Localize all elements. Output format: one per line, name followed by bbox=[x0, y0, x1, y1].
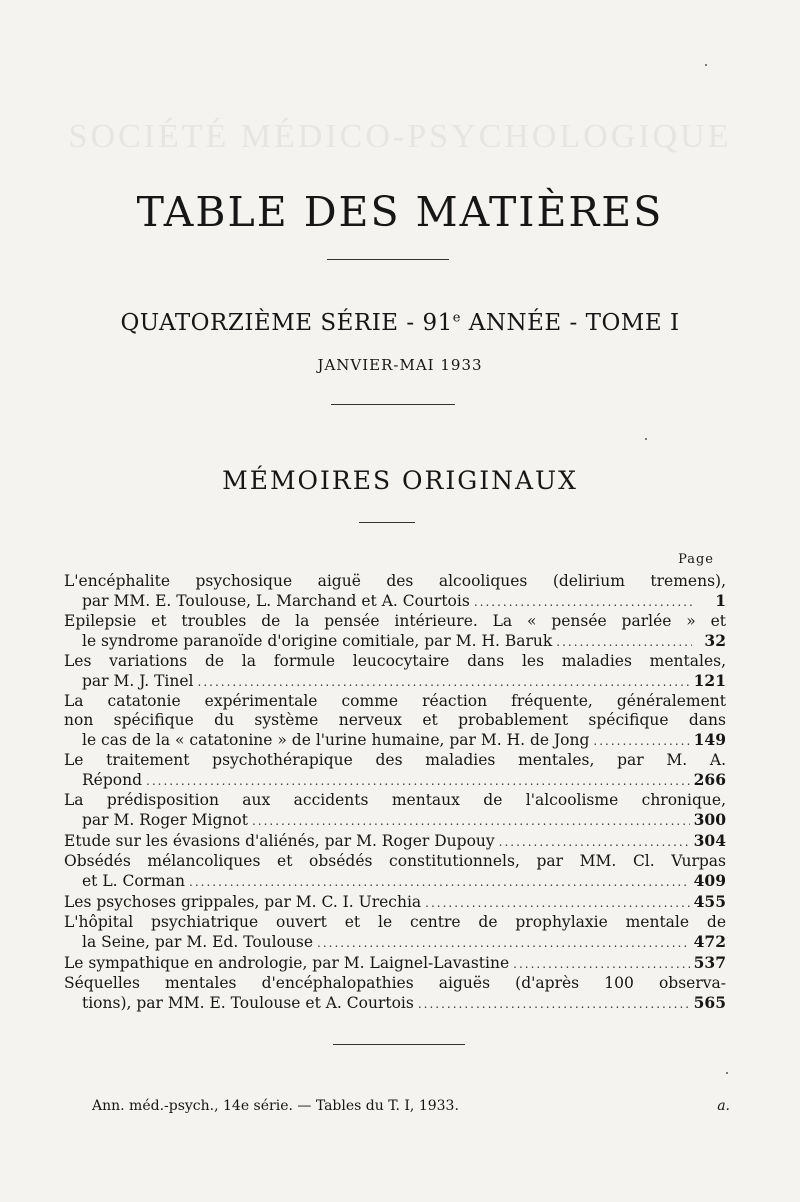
toc-entry-title-line: Les variations de la formule leucocytaire dans les maladies mentales, bbox=[64, 652, 726, 670]
toc-entry-title-line: Obsédés mélancoliques et obsédés constitutionnels, par MM. Cl. Vurpas bbox=[64, 852, 726, 870]
toc-entry-final-line bbox=[64, 953, 726, 974]
dot-leader bbox=[556, 633, 692, 652]
date-range: JANVIER-MAI 1933 bbox=[317, 356, 483, 374]
toc-entry-title: Les psychoses grippales, par M. C. I. Urechia bbox=[64, 893, 422, 911]
toc-entry-page-number: 149 bbox=[693, 730, 726, 749]
series-superscript: e bbox=[452, 310, 461, 326]
show-through-text: SOCIÉTÉ MÉDICO-PSYCHOLOGIQUE bbox=[68, 118, 732, 155]
toc-entry-authors: la Seine, par M. Ed. Toulouse bbox=[82, 933, 314, 951]
scan-speck bbox=[645, 438, 647, 440]
toc-entry-title-line: La catatonie expérimentale comme réaction fréquente, généralement bbox=[64, 692, 726, 710]
toc-entry-authors: par MM. E. Toulouse, L. Marchand et A. Courtois bbox=[82, 592, 470, 610]
toc-entry-page-number: 455 bbox=[693, 892, 726, 911]
dot-leader bbox=[499, 833, 690, 852]
toc-entry-final-line bbox=[64, 932, 726, 953]
toc-entry-page-number: 32 bbox=[704, 631, 726, 650]
toc-entry-authors: par M. J. Tinel bbox=[82, 672, 194, 690]
toc-entry bbox=[64, 692, 726, 751]
section-title: MÉMOIRES ORIGINAUX bbox=[222, 466, 578, 495]
toc-entry bbox=[64, 652, 726, 692]
divider bbox=[327, 259, 449, 260]
toc-entry-final-line bbox=[64, 591, 726, 612]
dot-leader bbox=[317, 934, 690, 953]
toc-entry-final-line bbox=[64, 871, 726, 892]
footer-citation: Ann. méd.-psych., 14e série. — Tables du T. I, 1933. bbox=[92, 1098, 459, 1114]
dot-leader bbox=[425, 894, 689, 913]
toc-entry-page-number: 565 bbox=[693, 993, 726, 1012]
toc-entry bbox=[64, 612, 726, 652]
toc-entry bbox=[64, 751, 726, 791]
page-column-label: Page bbox=[678, 552, 714, 567]
page-title: TABLE DES MATIÈRES bbox=[136, 188, 664, 236]
toc-entry-final-line bbox=[64, 631, 726, 652]
toc-entry-authors: et L. Corman bbox=[82, 872, 185, 890]
divider bbox=[359, 522, 415, 523]
divider bbox=[331, 404, 455, 405]
toc-entry-title-line: Le traitement psychothérapique des maladies mentales, par M. A. bbox=[64, 751, 726, 769]
toc-entry bbox=[64, 953, 726, 974]
dot-leader bbox=[593, 732, 689, 751]
series-heading bbox=[0, 310, 800, 336]
page-footer bbox=[92, 1098, 730, 1114]
toc-entry bbox=[64, 572, 726, 612]
toc-entry-page-number: 537 bbox=[693, 953, 726, 972]
toc-entry-title-line: non spécifique du système nerveux et probablement spécifique dans bbox=[64, 711, 726, 729]
toc-entry-final-line bbox=[64, 810, 726, 831]
toc-entry-page-number: 472 bbox=[693, 932, 726, 951]
toc-entry-title-line: L'encéphalite psychosique aiguë des alcooliques (delirium tremens), bbox=[64, 572, 726, 590]
toc-entry-page-number: 266 bbox=[693, 770, 726, 789]
toc-entry-page-number: 1 bbox=[715, 591, 726, 610]
toc-entry-page-number: 304 bbox=[693, 831, 726, 850]
toc-entry-page-number: 409 bbox=[693, 871, 726, 890]
toc-entry-authors: Répond bbox=[82, 771, 143, 789]
toc-entry bbox=[64, 892, 726, 913]
toc-entry bbox=[64, 831, 726, 852]
toc-entry-final-line bbox=[64, 671, 726, 692]
toc-entry bbox=[64, 913, 726, 953]
toc-entry-page-number: 300 bbox=[693, 810, 726, 829]
toc-entry-title-line: Epilepsie et troubles de la pensée intérieure. La « pensée parlée » et bbox=[64, 612, 726, 630]
toc-entry-final-line bbox=[64, 993, 726, 1014]
toc-entry bbox=[64, 852, 726, 892]
toc-list bbox=[64, 572, 726, 1014]
toc-entry-authors: le syndrome paranoïde d'origine comitiale, par M. H. Baruk bbox=[82, 632, 553, 650]
dot-leader bbox=[513, 955, 690, 974]
toc-entry-title-line: La prédisposition aux accidents mentaux de l'alcoolisme chronique, bbox=[64, 791, 726, 809]
toc-entry bbox=[64, 974, 726, 1014]
dot-leader bbox=[418, 995, 690, 1014]
scan-speck bbox=[705, 64, 707, 66]
series-suffix: ANNÉE - TOME I bbox=[460, 310, 680, 336]
toc-entry-final-line bbox=[64, 730, 726, 751]
signature-mark: a. bbox=[717, 1098, 730, 1114]
scan-speck bbox=[726, 1072, 728, 1074]
toc-entry-title: Le sympathique en andrologie, par M. Laignel-Lavastine bbox=[64, 954, 510, 972]
toc-entry-title-line: L'hôpital psychiatrique ouvert et le centre de prophylaxie mentale de bbox=[64, 913, 726, 931]
dot-leader bbox=[189, 873, 690, 892]
toc-entry-authors: tions), par MM. E. Toulouse et A. Courtois bbox=[82, 994, 414, 1012]
toc-entry bbox=[64, 791, 726, 831]
toc-entry-final-line bbox=[64, 770, 726, 791]
dot-leader bbox=[146, 772, 690, 791]
toc-entry-authors: le cas de la « catatonine » de l'urine humaine, par M. H. de Jong bbox=[82, 731, 590, 749]
series-prefix: QUATORZIÈME SÉRIE - 91 bbox=[120, 310, 453, 336]
toc-entry-page-number: 121 bbox=[693, 671, 726, 690]
dot-leader bbox=[252, 812, 690, 831]
dot-leader bbox=[198, 673, 690, 692]
dot-leader bbox=[474, 593, 692, 612]
toc-entry-title-line: Séquelles mentales d'encéphalopathies aiguës (d'après 100 observa- bbox=[64, 974, 726, 992]
toc-entry-title: Etude sur les évasions d'aliénés, par M. Roger Dupouy bbox=[64, 832, 495, 850]
toc-entry-final-line bbox=[64, 831, 726, 852]
divider bbox=[333, 1044, 465, 1045]
toc-entry-final-line bbox=[64, 892, 726, 913]
toc-entry-authors: par M. Roger Mignot bbox=[82, 811, 248, 829]
